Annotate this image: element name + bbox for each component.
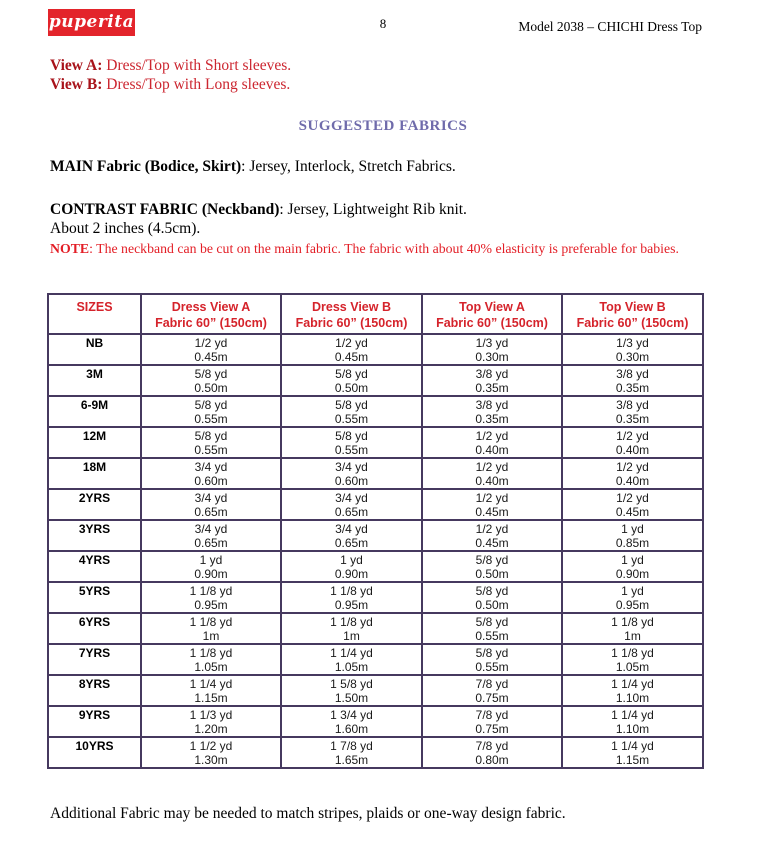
contrast-fabric-label: CONTRAST FABRIC (Neckband) — [50, 201, 280, 218]
fabric-requirements-table — [47, 293, 704, 769]
size-label: 6-9M — [48, 396, 141, 427]
view-descriptions — [50, 56, 291, 94]
model-title: Model 2038 – CHICHI Dress Top — [518, 19, 702, 34]
column-header: Dress View B Fabric 60” (150cm) — [281, 294, 422, 334]
size-label: 3YRS — [48, 520, 141, 551]
fabric-amount-cell: 1/2 yd 0.40m — [422, 458, 562, 489]
fabric-amount-cell: 1/2 yd 0.45m — [281, 334, 422, 365]
fabric-amount-cell: 3/8 yd 0.35m — [422, 396, 562, 427]
fabric-amount-cell: 1/2 yd 0.40m — [562, 427, 703, 458]
fabric-amount-cell: 3/4 yd 0.65m — [141, 489, 281, 520]
table-row — [48, 489, 703, 520]
fabric-amount-cell: 7/8 yd 0.80m — [422, 737, 562, 768]
table-row — [48, 427, 703, 458]
fabric-amount-cell: 3/4 yd 0.65m — [281, 489, 422, 520]
fabric-amount-cell: 1 1/8 yd 0.95m — [281, 582, 422, 613]
column-header: Top View B Fabric 60” (150cm) — [562, 294, 703, 334]
size-label: 10YRS — [48, 737, 141, 768]
view-b-text: Dress/Top with Long sleeves. — [102, 76, 291, 93]
fabric-amount-cell: 1 1/4 yd 1.15m — [562, 737, 703, 768]
fabric-amount-cell: 3/4 yd 0.60m — [141, 458, 281, 489]
fabric-amount-cell: 5/8 yd 0.55m — [281, 427, 422, 458]
fabric-amount-cell: 1 1/8 yd 0.95m — [141, 582, 281, 613]
table-row — [48, 582, 703, 613]
fabric-amount-cell: 1/3 yd 0.30m — [562, 334, 703, 365]
table-row — [48, 706, 703, 737]
fabric-amount-cell: 1/2 yd 0.45m — [422, 520, 562, 551]
fabric-amount-cell: 5/8 yd 0.55m — [141, 427, 281, 458]
table-row — [48, 675, 703, 706]
fabric-amount-cell: 1/2 yd 0.40m — [422, 427, 562, 458]
logo-text: puperita — [48, 12, 135, 32]
fabric-amount-cell: 5/8 yd 0.50m — [422, 551, 562, 582]
fabric-amount-cell: 1 1/8 yd 1m — [562, 613, 703, 644]
fabric-amount-cell: 1 1/8 yd 1m — [281, 613, 422, 644]
size-label: 18M — [48, 458, 141, 489]
column-header: SIZES — [48, 294, 141, 334]
column-header: Top View A Fabric 60” (150cm) — [422, 294, 562, 334]
size-label: 9YRS — [48, 706, 141, 737]
table-row — [48, 458, 703, 489]
contrast-fabric-line — [50, 200, 718, 219]
size-label: 12M — [48, 427, 141, 458]
view-b-label: View B: — [50, 76, 103, 93]
fabric-amount-cell: 1 1/2 yd 1.30m — [141, 737, 281, 768]
fabric-amount-cell: 1 1/3 yd 1.20m — [141, 706, 281, 737]
fabric-amount-cell: 3/4 yd 0.65m — [141, 520, 281, 551]
fabric-amount-cell: 1/2 yd 0.45m — [562, 489, 703, 520]
column-header: Dress View A Fabric 60” (150cm) — [141, 294, 281, 334]
size-label: NB — [48, 334, 141, 365]
fabric-amount-cell: 5/8 yd 0.50m — [141, 365, 281, 396]
fabric-amount-cell: 1 3/4 yd 1.60m — [281, 706, 422, 737]
fabric-amount-cell: 1 yd 0.85m — [562, 520, 703, 551]
fabric-amount-cell: 1 5/8 yd 1.50m — [281, 675, 422, 706]
fabric-amount-cell: 1/2 yd 0.45m — [141, 334, 281, 365]
table-header-row — [48, 294, 703, 334]
view-b-line — [50, 75, 291, 94]
fabric-amount-cell: 1 7/8 yd 1.65m — [281, 737, 422, 768]
fabric-amount-cell: 3/4 yd 0.65m — [281, 520, 422, 551]
view-a-text: Dress/Top with Short sleeves. — [102, 57, 292, 74]
table-row — [48, 365, 703, 396]
main-fabric-label: MAIN Fabric (Bodice, Skirt) — [50, 158, 242, 175]
fabric-amount-cell: 5/8 yd 0.55m — [141, 396, 281, 427]
fabric-amount-cell: 3/8 yd 0.35m — [562, 396, 703, 427]
contrast-fabric-block — [50, 200, 718, 257]
fabric-amount-cell: 1 yd 0.90m — [141, 551, 281, 582]
fabric-amount-cell: 5/8 yd 0.50m — [281, 365, 422, 396]
size-label: 2YRS — [48, 489, 141, 520]
about-line: About 2 inches (4.5cm). — [50, 220, 201, 237]
fabric-amount-cell: 1 1/4 yd 1.10m — [562, 675, 703, 706]
table-row — [48, 334, 703, 365]
fabric-amount-cell: 3/8 yd 0.35m — [562, 365, 703, 396]
fabric-amount-cell: 1 1/8 yd 1m — [141, 613, 281, 644]
size-label: 3M — [48, 365, 141, 396]
fabric-amount-cell: 7/8 yd 0.75m — [422, 706, 562, 737]
fabric-amount-cell: 5/8 yd 0.55m — [422, 644, 562, 675]
table-row — [48, 613, 703, 644]
section-title: SUGGESTED FABRICS — [298, 118, 468, 134]
note-label: NOTE — [50, 241, 90, 256]
footer-note: Additional Fabric may be needed to match stripes, plaids or one-way design fabric. — [50, 805, 566, 822]
fabric-amount-cell: 1 1/4 yd 1.15m — [141, 675, 281, 706]
fabric-amount-cell: 1 1/4 yd 1.05m — [281, 644, 422, 675]
table-row — [48, 520, 703, 551]
fabric-amount-cell: 1 yd 0.95m — [562, 582, 703, 613]
fabric-amount-cell: 1 yd 0.90m — [562, 551, 703, 582]
table-row — [48, 644, 703, 675]
fabric-amount-cell: 1 1/8 yd 1.05m — [141, 644, 281, 675]
fabric-table-body — [48, 334, 703, 768]
main-fabric-text: : Jersey, Interlock, Stretch Fabrics. — [241, 158, 456, 175]
size-label: 7YRS — [48, 644, 141, 675]
page-number: 8 — [379, 16, 387, 31]
view-a-label: View A: — [50, 57, 103, 74]
contrast-fabric-text: : Jersey, Lightweight Rib knit. — [279, 201, 467, 218]
fabric-amount-cell: 1 1/4 yd 1.10m — [562, 706, 703, 737]
size-label: 8YRS — [48, 675, 141, 706]
note-line — [50, 240, 718, 257]
fabric-amount-cell: 5/8 yd 0.50m — [422, 582, 562, 613]
table-row — [48, 396, 703, 427]
fabric-amount-cell: 1 1/8 yd 1.05m — [562, 644, 703, 675]
fabric-amount-cell: 1 yd 0.90m — [281, 551, 422, 582]
fabric-amount-cell: 3/8 yd 0.35m — [422, 365, 562, 396]
size-label: 6YRS — [48, 613, 141, 644]
fabric-amount-cell: 7/8 yd 0.75m — [422, 675, 562, 706]
fabric-amount-cell: 1/3 yd 0.30m — [422, 334, 562, 365]
size-label: 4YRS — [48, 551, 141, 582]
main-fabric-line — [50, 158, 456, 176]
fabric-amount-cell: 1/2 yd 0.40m — [562, 458, 703, 489]
fabric-amount-cell: 5/8 yd 0.55m — [422, 613, 562, 644]
view-a-line — [50, 56, 291, 75]
fabric-amount-cell: 1/2 yd 0.45m — [422, 489, 562, 520]
table-row — [48, 551, 703, 582]
note-text: : The neckband can be cut on the main fabric. The fabric with about 40% elasticity is preferable for babies. — [89, 241, 679, 256]
fabric-amount-cell: 3/4 yd 0.60m — [281, 458, 422, 489]
size-label: 5YRS — [48, 582, 141, 613]
table-row — [48, 737, 703, 768]
fabric-amount-cell: 5/8 yd 0.55m — [281, 396, 422, 427]
